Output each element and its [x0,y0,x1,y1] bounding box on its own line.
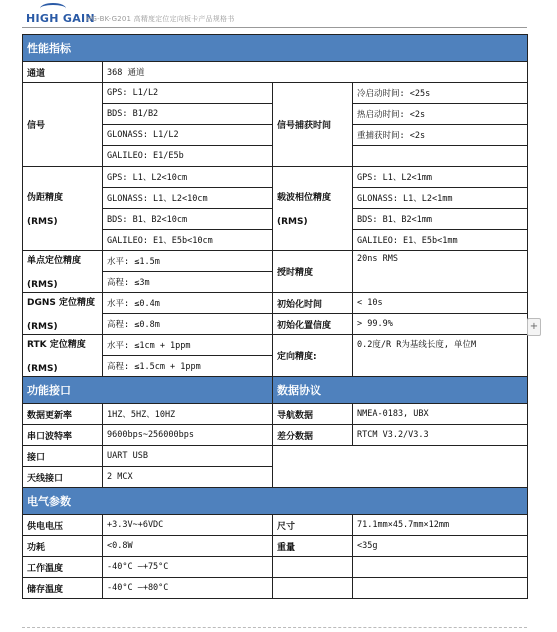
heading-value: 0.2度/R R为基线长度, 单位M [353,335,528,377]
carrier-label-cell [273,167,353,251]
nav-value: NMEA-0183, UBX [353,404,528,425]
carrier-label: 载波相位精度 [277,193,332,203]
power-value: <0.8W [103,536,273,557]
pseudo-rms: (RMS) [27,217,58,227]
init-rel-value: > 99.9% [353,314,528,335]
carrier-gps: GPS: L1、L2<1mm [353,167,528,188]
work-temp-label: 工作温度 [23,557,103,578]
add-row-button[interactable]: + [527,318,541,336]
signal-label: 信号 [23,83,103,167]
dgns-rms: (RMS) [27,322,58,332]
diff-value: RTCM V3.2/V3.3 [353,425,528,446]
port-value: UART USB [103,446,273,467]
header-divider [22,27,527,28]
section-protocol: 数据协议 [273,377,528,404]
pseudo-bds: BDS: B1、B2<10cm [103,209,273,230]
single-label-cell [23,251,103,293]
supply-value: +3.3V~+6VDC [103,515,273,536]
dgns-label-cell [23,293,103,335]
rtk-label-cell [23,335,103,377]
init-time-label: 初始化时间 [273,293,353,314]
power-label: 功耗 [23,536,103,557]
ant-label: 天线接口 [23,467,103,488]
pseudo-label: 伪距精度 [27,193,64,203]
capture-hot: 热启动时间: <2s [353,104,528,125]
carrier-galileo: GALILEO: E1、E5b<1mm [353,230,528,251]
carrier-rms: (RMS) [277,217,308,227]
channel-label: 通道 [23,62,103,83]
page-break-line [22,627,527,628]
rtk-label: RTK 定位精度 [27,340,86,350]
supply-label: 供电电压 [23,515,103,536]
weight-value: <35g [353,536,528,557]
init-time-value: < 10s [353,293,528,314]
size-value: 71.1mm×45.7mm×12mm [353,515,528,536]
company-logo: HIGH GAIN [26,12,95,25]
baud-label: 串口波特率 [23,425,103,446]
heading-label: 定向精度: [273,335,353,377]
page-header [0,0,557,30]
store-temp-value: -40°C —+80°C [103,578,273,599]
rtk-vertical: 高程: ≤1.5cm + 1ppm [103,356,273,377]
signal-gps: GPS: L1/L2 [103,83,273,104]
pseudo-label-cell [23,167,103,251]
section-performance: 性能指标 [23,35,528,62]
empty-cell-c [273,578,353,599]
protocol-empty-cell [273,446,528,488]
capture-empty-cell [353,146,528,167]
signal-bds: BDS: B1/B2 [103,104,273,125]
rtk-rms: (RMS) [27,364,58,374]
rtk-horizontal: 水平: ≤1cm + 1ppm [103,335,273,356]
single-label: 单点定位精度 [27,256,82,266]
baud-value: 9600bps~256000bps [103,425,273,446]
single-vertical: 高程: ≤3m [103,272,273,293]
nav-label: 导航数据 [273,404,353,425]
spec-table [22,34,528,599]
empty-cell-b [353,557,528,578]
carrier-glonass: GLONASS: L1、L2<1mm [353,188,528,209]
dgns-vertical: 高程: ≤0.8m [103,314,273,335]
size-label: 尺寸 [273,515,353,536]
section-electrical: 电气参数 [23,488,528,515]
single-horizontal: 水平: ≤1.5m [103,251,273,272]
diff-label: 差分数据 [273,425,353,446]
document-title: HG-BK-G201 高精度定位定向板卡产品规格书 [86,15,235,23]
store-temp-label: 储存温度 [23,578,103,599]
pseudo-galileo: GALILEO: E1、E5b<10cm [103,230,273,251]
capture-reacq: 重捕获时间: <2s [353,125,528,146]
work-temp-value: -40°C —+75°C [103,557,273,578]
carrier-bds: BDS: B1、B2<1mm [353,209,528,230]
dgns-horizontal: 水平: ≤0.4m [103,293,273,314]
ant-value: 2 MCX [103,467,273,488]
timing-label: 授时精度 [273,251,353,293]
rate-value: 1HZ、5HZ、10HZ [103,404,273,425]
port-label: 接口 [23,446,103,467]
capture-cold: 冷启动时间: <25s [353,83,528,104]
pseudo-glonass: GLONASS: L1、L2<10cm [103,188,273,209]
signal-galileo: GALILEO: E1/E5b [103,146,273,167]
single-rms: (RMS) [27,280,58,290]
timing-value: 20ns RMS [353,251,528,293]
capture-label: 信号捕获时间 [273,83,353,167]
weight-label: 重量 [273,536,353,557]
empty-cell-a [273,557,353,578]
pseudo-gps: GPS: L1、L2<10cm [103,167,273,188]
empty-cell-d [353,578,528,599]
section-interface: 功能接口 [23,377,273,404]
channel-value: 368 通道 [103,62,528,83]
rate-label: 数据更新率 [23,404,103,425]
init-rel-label: 初始化置信度 [273,314,353,335]
signal-glonass: GLONASS: L1/L2 [103,125,273,146]
dgns-label: DGNS 定位精度 [27,298,96,308]
